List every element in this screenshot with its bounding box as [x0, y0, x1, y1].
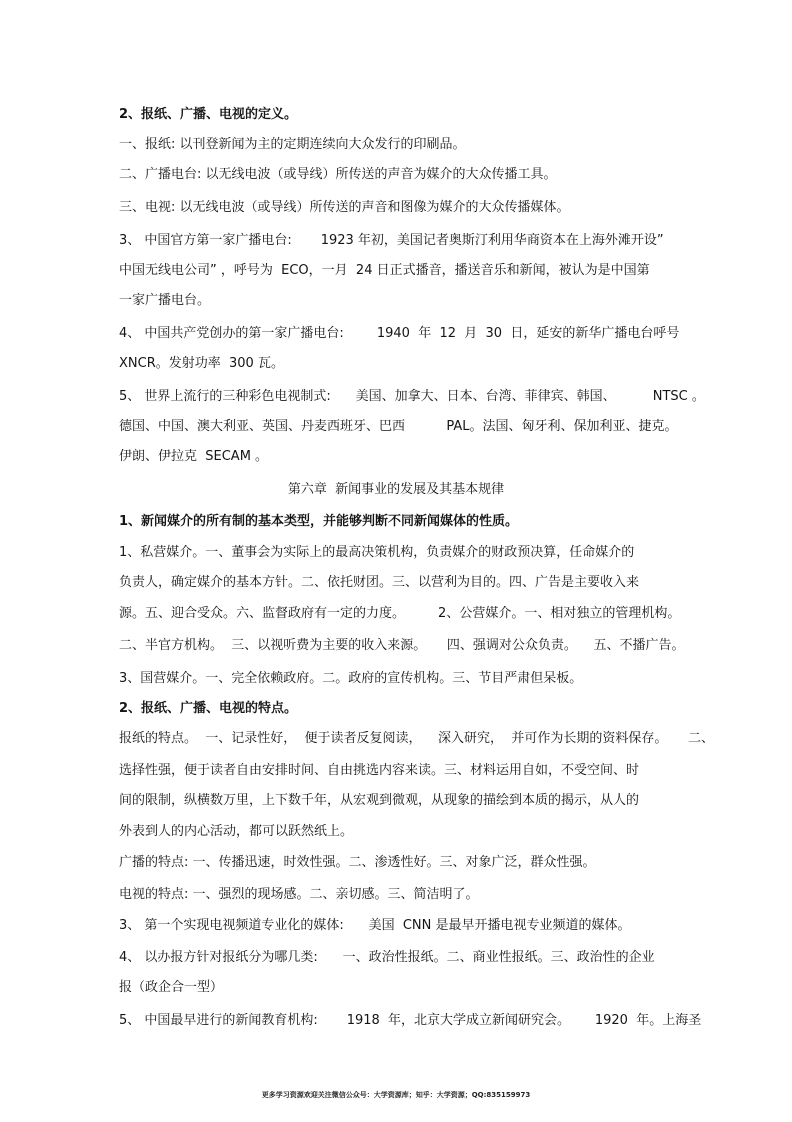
definition-television: 三、电视: 以无线电波（或导线）所传送的声音和图像为媒介的大众传播媒体。 — [119, 200, 570, 215]
chapter-question-4-line-2: 报（政企合一型） — [119, 980, 224, 995]
television-features: 电视的特点: 一、强烈的现场感。二、亲切感。三、简洁明了。 — [119, 887, 479, 902]
newspaper-features-line-1: 报纸的特点。 一、记录性好， 便于读者反复阅读， 深入研究， 并可作为长期的资料保存。 二、 — [119, 731, 714, 746]
question-3-line-2: 中国无线电公司” ，呼号为 ECO，一月 24 日正式播音，播送音乐和新闻，被认为是中国第 — [119, 263, 650, 278]
ownership-line-5: 3、国营媒介。一、完全依赖政府。二。政府的宣传机构。三、节目严肃但呆板。 — [119, 671, 583, 686]
page-footer: 更多学习资源欢迎关注微信公众号：大学资源库；知乎：大学资源；QQ:835159973 — [261, 1091, 531, 1099]
radio-features: 广播的特点: 一、传播迅速，时效性强。二、渗透性好。三、对象广泛，群众性强。 — [119, 855, 596, 870]
question-4-line-2: XNCR。发射功率 300 瓦。 — [119, 356, 284, 371]
newspaper-features-line-2: 选择性强，便于读者自由安排时间、自由挑选内容来读。三、材料运用自如，不受空间、时 — [119, 763, 640, 778]
question-5-line-2: 德国、中国、澳大利亚、英国、丹麦西班牙、巴西 PAL。法国、匈牙利、保加利亚、捷克。 — [119, 419, 678, 434]
newspaper-features-line-4: 外表到人的内心活动，都可以跃然纸上。 — [119, 824, 354, 839]
chapter-question-5: 5、 中国最早进行的新闻教育机构: 1918 年，北京大学成立新闻研究会。 1920 年。上海圣 — [119, 1013, 702, 1028]
chapter-question-4-line-1: 4、 以办报方针对报纸分为哪几类: 一、政治性报纸。二、商业性报纸。三、政治性的企业 — [119, 950, 655, 965]
question-4-line-1: 4、 中国共产党创办的第一家广播电台: 1940 年 12 月 30 日，延安的新华广播电台呼号 — [119, 326, 680, 341]
question-5-line-3: 伊朗、伊拉克 SECAM 。 — [119, 449, 269, 464]
question-3-line-1: 3、 中国官方第一家广播电台: 1923 年初，美国记者奥斯汀利用华商资本在上海外滩开设” — [119, 233, 664, 248]
question-3-line-3: 一家广播电台。 — [119, 293, 211, 308]
ownership-line-4: 二、半官方机构。 三、以视听费为主要的收入来源。 四、强调对公众负责。 五、不播广告。 — [119, 638, 685, 653]
question-5-line-1: 5、 世界上流行的三种彩色电视制式: 美国、加拿大、日本、台湾、菲律宾、韩国、 NTSC 。 — [119, 389, 705, 404]
newspaper-features-line-3: 间的限制，纵横数万里，上下数千年，从宏观到微观，从现象的描绘到本质的揭示，从人的 — [119, 793, 640, 808]
definition-newspaper: 一、报纸: 以刊登新闻为主的定期连续向大众发行的印刷品。 — [119, 137, 466, 152]
chapter-question-2-heading: 2、报纸、广播、电视的特点。 — [119, 701, 298, 716]
ownership-line-3: 源。五、迎合受众。六、监督政府有一定的力度。 2、公营媒介。一、相对独立的管理机构。 — [119, 606, 681, 621]
chapter-title: 第六章 新闻事业的发展及其基本规律 — [287, 482, 505, 497]
chapter-question-1-heading: 1、新闻媒介的所有制的基本类型，并能够判断不同新闻媒体的性质。 — [119, 514, 519, 529]
definition-radio: 二、广播电台: 以无线电波（或导线）所传送的声音为媒介的大众传播工具。 — [119, 167, 557, 182]
chapter-question-3: 3、 第一个实现电视频道专业化的媒体: 美国 CNN 是最早开播电视专业频道的媒体。 — [119, 918, 631, 933]
ownership-line-1: 1、私营媒介。一、董事会为实际上的最高决策机构，负责媒介的财政预决算，任命媒介的 — [119, 545, 635, 560]
question-2-heading: 2、报纸、广播、电视的定义。 — [119, 107, 298, 122]
ownership-line-2: 负责人，确定媒介的基本方针。二、依托财团。三、以营利为目的。四、广告是主要收入来 — [119, 575, 640, 590]
